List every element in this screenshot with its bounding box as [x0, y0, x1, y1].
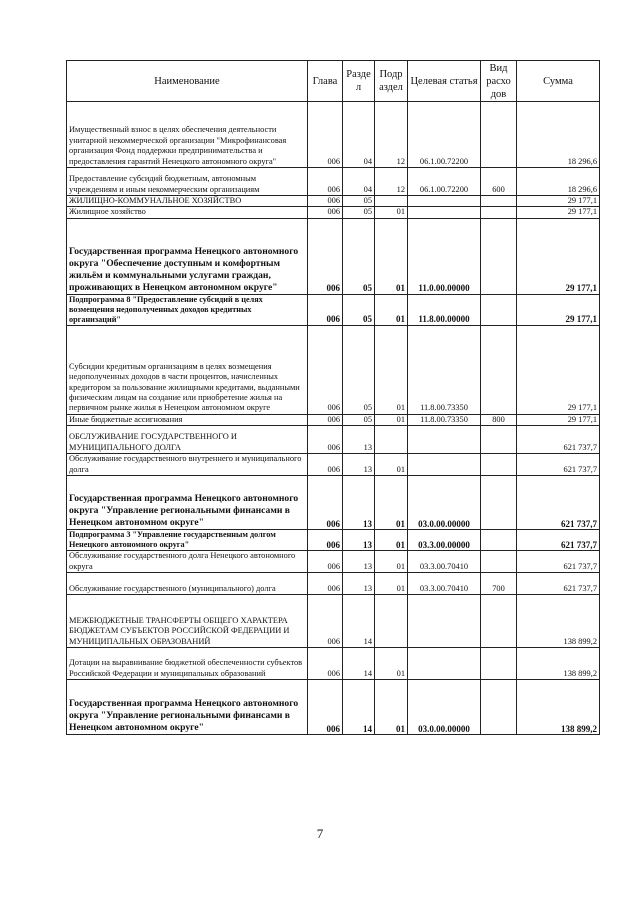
- table-row: [67, 207, 600, 218]
- table-row: [67, 414, 600, 425]
- cell-target: 03.3.00.70410: [408, 573, 481, 595]
- cell-subsection: 01: [375, 454, 408, 476]
- cell-target: 03.3.00.00000: [408, 530, 481, 551]
- cell-chapter: 006: [308, 414, 343, 425]
- cell-target: 11.8.00.73350: [408, 414, 481, 425]
- cell-target: [408, 426, 481, 454]
- cell-name: Субсидии кредитным организациям в целях возмещения недополученных доходов в части процентов, начисленных кредитором за пользование жилищными кредитами, выданными физическим лицам на создание или приобретение жилья на первичном рынке жилья в Ненецком автономном округе: [67, 325, 308, 414]
- table-row: [67, 573, 600, 595]
- cell-section: 13: [343, 426, 375, 454]
- cell-subsection: 01: [375, 294, 408, 325]
- cell-chapter: 006: [308, 476, 343, 530]
- cell-expense-type: [481, 218, 517, 294]
- cell-amount: 29 177,1: [517, 207, 600, 218]
- cell-subsection: 01: [375, 573, 408, 595]
- cell-section: 13: [343, 454, 375, 476]
- cell-amount: 29 177,1: [517, 325, 600, 414]
- cell-target: 11.8.00.73350: [408, 325, 481, 414]
- cell-amount: 18 296,6: [517, 102, 600, 168]
- cell-section: 14: [343, 595, 375, 648]
- cell-expense-type: [481, 680, 517, 735]
- cell-section: 05: [343, 325, 375, 414]
- cell-name: Обслуживание государственного долга Ненецкого автономного округа: [67, 551, 308, 573]
- cell-chapter: 006: [308, 102, 343, 168]
- cell-section: 13: [343, 573, 375, 595]
- cell-target: 11.8.00.00000: [408, 294, 481, 325]
- cell-expense-type: [481, 294, 517, 325]
- cell-expense-type: 800: [481, 414, 517, 425]
- header-subsection: Подр аздел: [375, 61, 408, 102]
- header-section: Разде л: [343, 61, 375, 102]
- cell-name: Имущественный взнос в целях обеспечения деятельности унитарной некоммерческой организации "Микрофинансовая организация Фонд поддержки предпринимательства и предоставления гарантий Ненецкого автономного округа": [67, 102, 308, 168]
- cell-amount: 29 177,1: [517, 218, 600, 294]
- cell-section: 04: [343, 168, 375, 196]
- cell-amount: 29 177,1: [517, 294, 600, 325]
- cell-target: [408, 207, 481, 218]
- table-row: [67, 680, 600, 735]
- cell-name: Обслуживание государственного внутреннего и муниципального долга: [67, 454, 308, 476]
- table-row: [67, 648, 600, 680]
- cell-expense-type: [481, 102, 517, 168]
- cell-name: Иные бюджетные ассигнования: [67, 414, 308, 425]
- cell-amount: 621 737,7: [517, 476, 600, 530]
- cell-amount: 18 296,6: [517, 168, 600, 196]
- cell-target: 03.0.00.00000: [408, 680, 481, 735]
- cell-expense-type: 700: [481, 573, 517, 595]
- cell-expense-type: [481, 595, 517, 648]
- cell-chapter: 006: [308, 648, 343, 680]
- cell-name: ЖИЛИЩНО-КОММУНАЛЬНОЕ ХОЗЯЙСТВО: [67, 196, 308, 207]
- cell-name: Подпрограмма 8 "Предоставление субсидий в целях возмещения недополученных доходов кредитных организаций": [67, 294, 308, 325]
- header-chapter: Глава: [308, 61, 343, 102]
- cell-section: 13: [343, 530, 375, 551]
- cell-subsection: 01: [375, 207, 408, 218]
- table-row: [67, 218, 600, 294]
- cell-chapter: 006: [308, 551, 343, 573]
- header-name: Наименование: [67, 61, 308, 102]
- cell-chapter: 006: [308, 595, 343, 648]
- cell-section: 04: [343, 102, 375, 168]
- cell-name: ОБСЛУЖИВАНИЕ ГОСУДАРСТВЕННОГО И МУНИЦИПАЛЬНОГО ДОЛГА: [67, 426, 308, 454]
- cell-expense-type: [481, 551, 517, 573]
- cell-chapter: 006: [308, 207, 343, 218]
- header-target: Целевая статья: [408, 61, 481, 102]
- cell-chapter: 006: [308, 530, 343, 551]
- cell-subsection: 12: [375, 102, 408, 168]
- cell-expense-type: [481, 530, 517, 551]
- cell-expense-type: 600: [481, 168, 517, 196]
- table-row: [67, 168, 600, 196]
- table-row: [67, 476, 600, 530]
- table-row: [67, 454, 600, 476]
- cell-subsection: 01: [375, 325, 408, 414]
- table-row: [67, 196, 600, 207]
- cell-name: Жилищное хозяйство: [67, 207, 308, 218]
- cell-subsection: 01: [375, 551, 408, 573]
- cell-chapter: 006: [308, 426, 343, 454]
- cell-expense-type: [481, 325, 517, 414]
- cell-section: 05: [343, 414, 375, 425]
- table-row: [67, 595, 600, 648]
- cell-expense-type: [481, 196, 517, 207]
- budget-table: [66, 60, 600, 735]
- header-expense-type: Вид расхо дов: [481, 61, 517, 102]
- cell-expense-type: [481, 648, 517, 680]
- cell-expense-type: [481, 207, 517, 218]
- cell-amount: 621 737,7: [517, 551, 600, 573]
- cell-subsection: 01: [375, 648, 408, 680]
- cell-chapter: 006: [308, 196, 343, 207]
- table-row: [67, 551, 600, 573]
- table-row: [67, 530, 600, 551]
- cell-subsection: 01: [375, 414, 408, 425]
- cell-section: 13: [343, 551, 375, 573]
- cell-chapter: 006: [308, 168, 343, 196]
- cell-target: [408, 648, 481, 680]
- cell-name: Обслуживание государственного (муниципального) долга: [67, 573, 308, 595]
- cell-subsection: 12: [375, 168, 408, 196]
- cell-subsection: [375, 595, 408, 648]
- cell-section: 14: [343, 648, 375, 680]
- cell-expense-type: [481, 426, 517, 454]
- cell-subsection: 01: [375, 476, 408, 530]
- cell-amount: 621 737,7: [517, 530, 600, 551]
- cell-section: 14: [343, 680, 375, 735]
- table-row: [67, 294, 600, 325]
- cell-chapter: 006: [308, 454, 343, 476]
- cell-section: 05: [343, 196, 375, 207]
- cell-target: [408, 595, 481, 648]
- cell-section: 13: [343, 476, 375, 530]
- cell-name: Государственная программа Ненецкого автономного округа "Обеспечение доступным и комфортным жильём и коммунальными услугами граждан, проживающих в Ненецком автономном округе": [67, 218, 308, 294]
- cell-amount: 621 737,7: [517, 426, 600, 454]
- table-body: [67, 102, 600, 735]
- cell-expense-type: [481, 454, 517, 476]
- cell-amount: 621 737,7: [517, 573, 600, 595]
- cell-amount: 621 737,7: [517, 454, 600, 476]
- cell-subsection: [375, 196, 408, 207]
- cell-amount: 29 177,1: [517, 196, 600, 207]
- cell-section: 05: [343, 218, 375, 294]
- cell-subsection: [375, 426, 408, 454]
- cell-target: 11.0.00.00000: [408, 218, 481, 294]
- cell-chapter: 006: [308, 680, 343, 735]
- cell-target: 06.1.00.72200: [408, 102, 481, 168]
- cell-name: Предоставление субсидий бюджетным, автономным учреждениям и иным некоммерческим организациям: [67, 168, 308, 196]
- table-row: [67, 325, 600, 414]
- cell-target: 03.0.00.00000: [408, 476, 481, 530]
- page-number: 7: [316, 826, 324, 841]
- cell-amount: 29 177,1: [517, 414, 600, 425]
- cell-amount: 138 899,2: [517, 595, 600, 648]
- cell-target: 03.3.00.70410: [408, 551, 481, 573]
- table-row: [67, 426, 600, 454]
- cell-target: 06.1.00.72200: [408, 168, 481, 196]
- cell-subsection: 01: [375, 218, 408, 294]
- header-amount: Сумма: [517, 61, 600, 102]
- cell-subsection: 01: [375, 530, 408, 551]
- cell-chapter: 006: [308, 573, 343, 595]
- cell-expense-type: [481, 476, 517, 530]
- cell-chapter: 006: [308, 294, 343, 325]
- cell-target: [408, 196, 481, 207]
- table-header-row: [67, 61, 600, 102]
- cell-name: Подпрограмма 3 "Управление государственным долгом Ненецкого автономного округа": [67, 530, 308, 551]
- cell-name: МЕЖБЮДЖЕТНЫЕ ТРАНСФЕРТЫ ОБЩЕГО ХАРАКТЕРА БЮДЖЕТАМ СУБЪЕКТОВ РОССИЙСКОЙ ФЕДЕРАЦИИ И МУНИЦИПАЛЬНЫХ ОБРАЗОВАНИЙ: [67, 595, 308, 648]
- cell-name: Дотации на выравнивание бюджетной обеспеченности субъектов Российской Федерации и муниципальных образований: [67, 648, 308, 680]
- table-row: [67, 102, 600, 168]
- cell-name: Государственная программа Ненецкого автономного округа "Управление региональными финансами в Ненецком автономном округе": [67, 476, 308, 530]
- cell-chapter: 006: [308, 325, 343, 414]
- cell-amount: 138 899,2: [517, 648, 600, 680]
- cell-section: 05: [343, 294, 375, 325]
- cell-subsection: 01: [375, 680, 408, 735]
- cell-section: 05: [343, 207, 375, 218]
- cell-chapter: 006: [308, 218, 343, 294]
- cell-amount: 138 899,2: [517, 680, 600, 735]
- cell-name: Государственная программа Ненецкого автономного округа "Управление региональными финансами в Ненецком автономном округе": [67, 680, 308, 735]
- cell-target: [408, 454, 481, 476]
